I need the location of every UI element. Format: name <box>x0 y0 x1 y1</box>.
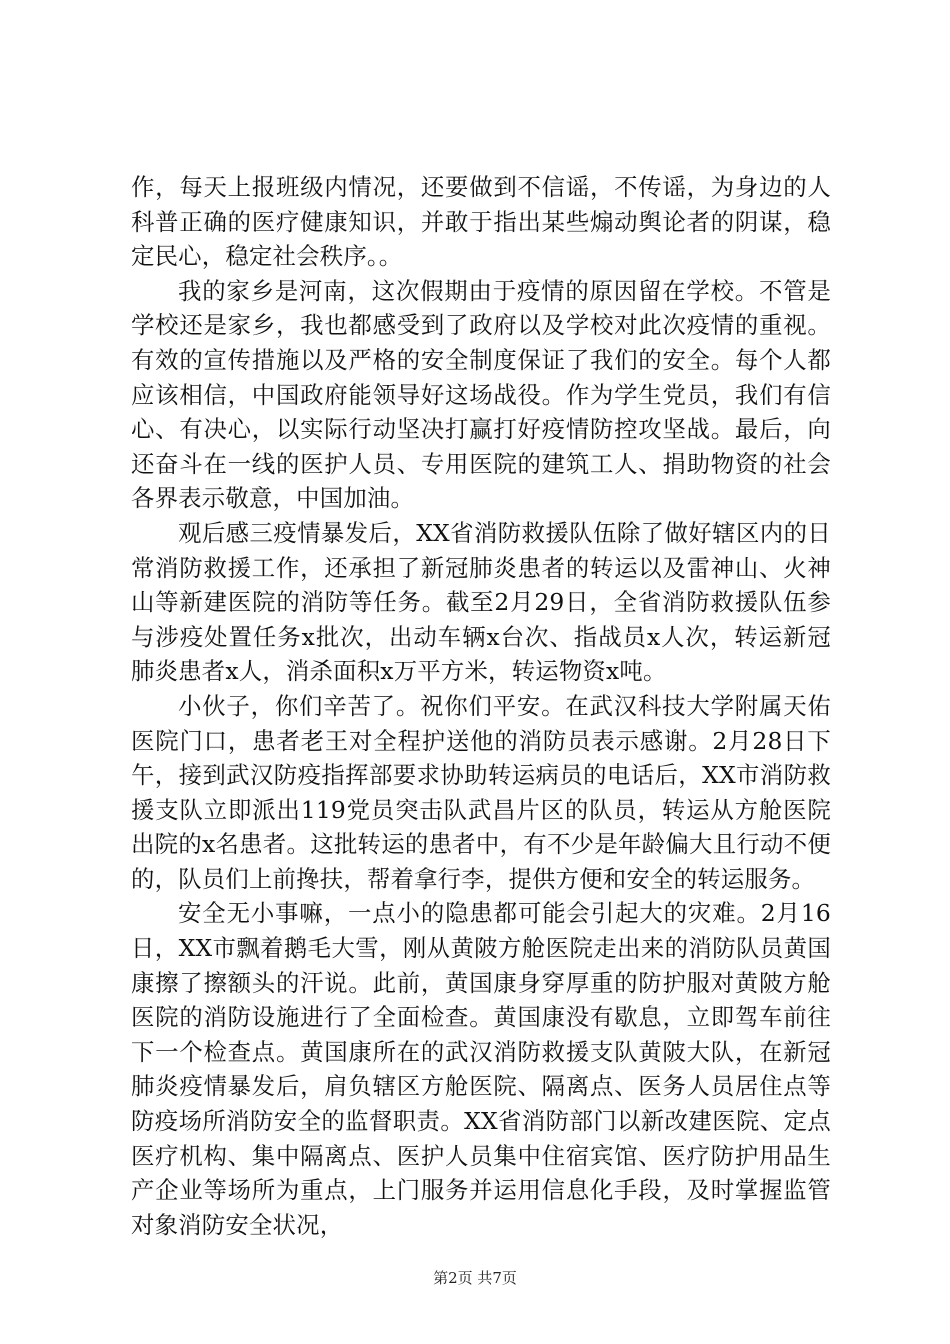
document-body <box>131 170 831 1242</box>
paragraph-patient-transfer: 小伙子，你们辛苦了。祝你们平安。在武汉科技大学附属天佑医院门口，患者老王对全程护送他的消防员表示感谢。2月28日下午，接到武汉防疫指挥部要求协助转运病员的电话后，XX市消防救援支队立即派出119党员突击队武昌片区的队员，转运从方舱医院出院的x名患者。这批转运的患者中，有不少是年龄偏大且行动不便的，队员们上前搀扶，帮着拿行李，提供方便和安全的转运服务。 <box>131 691 831 893</box>
page-number-footer: 第2页 共7页 <box>433 1269 517 1287</box>
paragraph-safety-inspection: 安全无小事嘛，一点小的隐患都可能会引起大的灾难。2月16日，XX市飘着鹅毛大雪，刚从黄陂方舱医院走出来的消防队员黄国康擦了擦额头的汗说。此前，黄国康身穿厚重的防护服对黄陂方舱医院的消防设施进行了全面检查。黄国康没有歇息，立即驾车前往下一个检查点。黄国康所在的武汉消防救援支队黄陂大队，在新冠肺炎疫情暴发后，肩负辖区方舱医院、隔离点、医务人员居住点等防疫场所消防安全的监督职责。XX省消防部门以新改建医院、定点医疗机构、集中隔离点、医护人员集中住宿宾馆、医疗防护用品生产企业等场所为重点，上门服务并运用信息化手段，及时掌握监管对象消防安全状况， <box>131 899 831 1239</box>
paragraph-hometown: 我的家乡是河南，这次假期由于疫情的原因留在学校。不管是学校还是家乡，我也都感受到了政府以及学校对此次疫情的重视。有效的宣传措施以及严格的安全制度保证了我们的安全。每个人都应该相信，中国政府能领导好这场战役。作为学生党员，我们有信心、有决心，以实际行动坚决打赢打好疫情防控攻坚战。最后，向还奋斗在一线的医护人员、专用医院的建筑工人、捐助物资的社会各界表示敬意，中国加油。 <box>131 276 831 513</box>
paragraph-continuation: 作，每天上报班级内情况，还要做到不信谣，不传谣，为身边的人科普正确的医疗健康知识，并敢于指出某些煽动舆论者的阴谋，稳定民心，稳定社会秩序。。 <box>131 173 831 271</box>
paragraph-reflection-three: 观后感三疫情暴发后，XX省消防救援队伍除了做好辖区内的日常消防救援工作，还承担了新冠肺炎患者的转运以及雷神山、火神山等新建医院的消防等任务。截至2月29日，全省消防救援队伍参与涉疫处置任务x批次，出动车辆x台次、指战员x人次，转运新冠肺炎患者x人，消杀面积x万平方米，转运物资x吨。 <box>131 518 831 686</box>
